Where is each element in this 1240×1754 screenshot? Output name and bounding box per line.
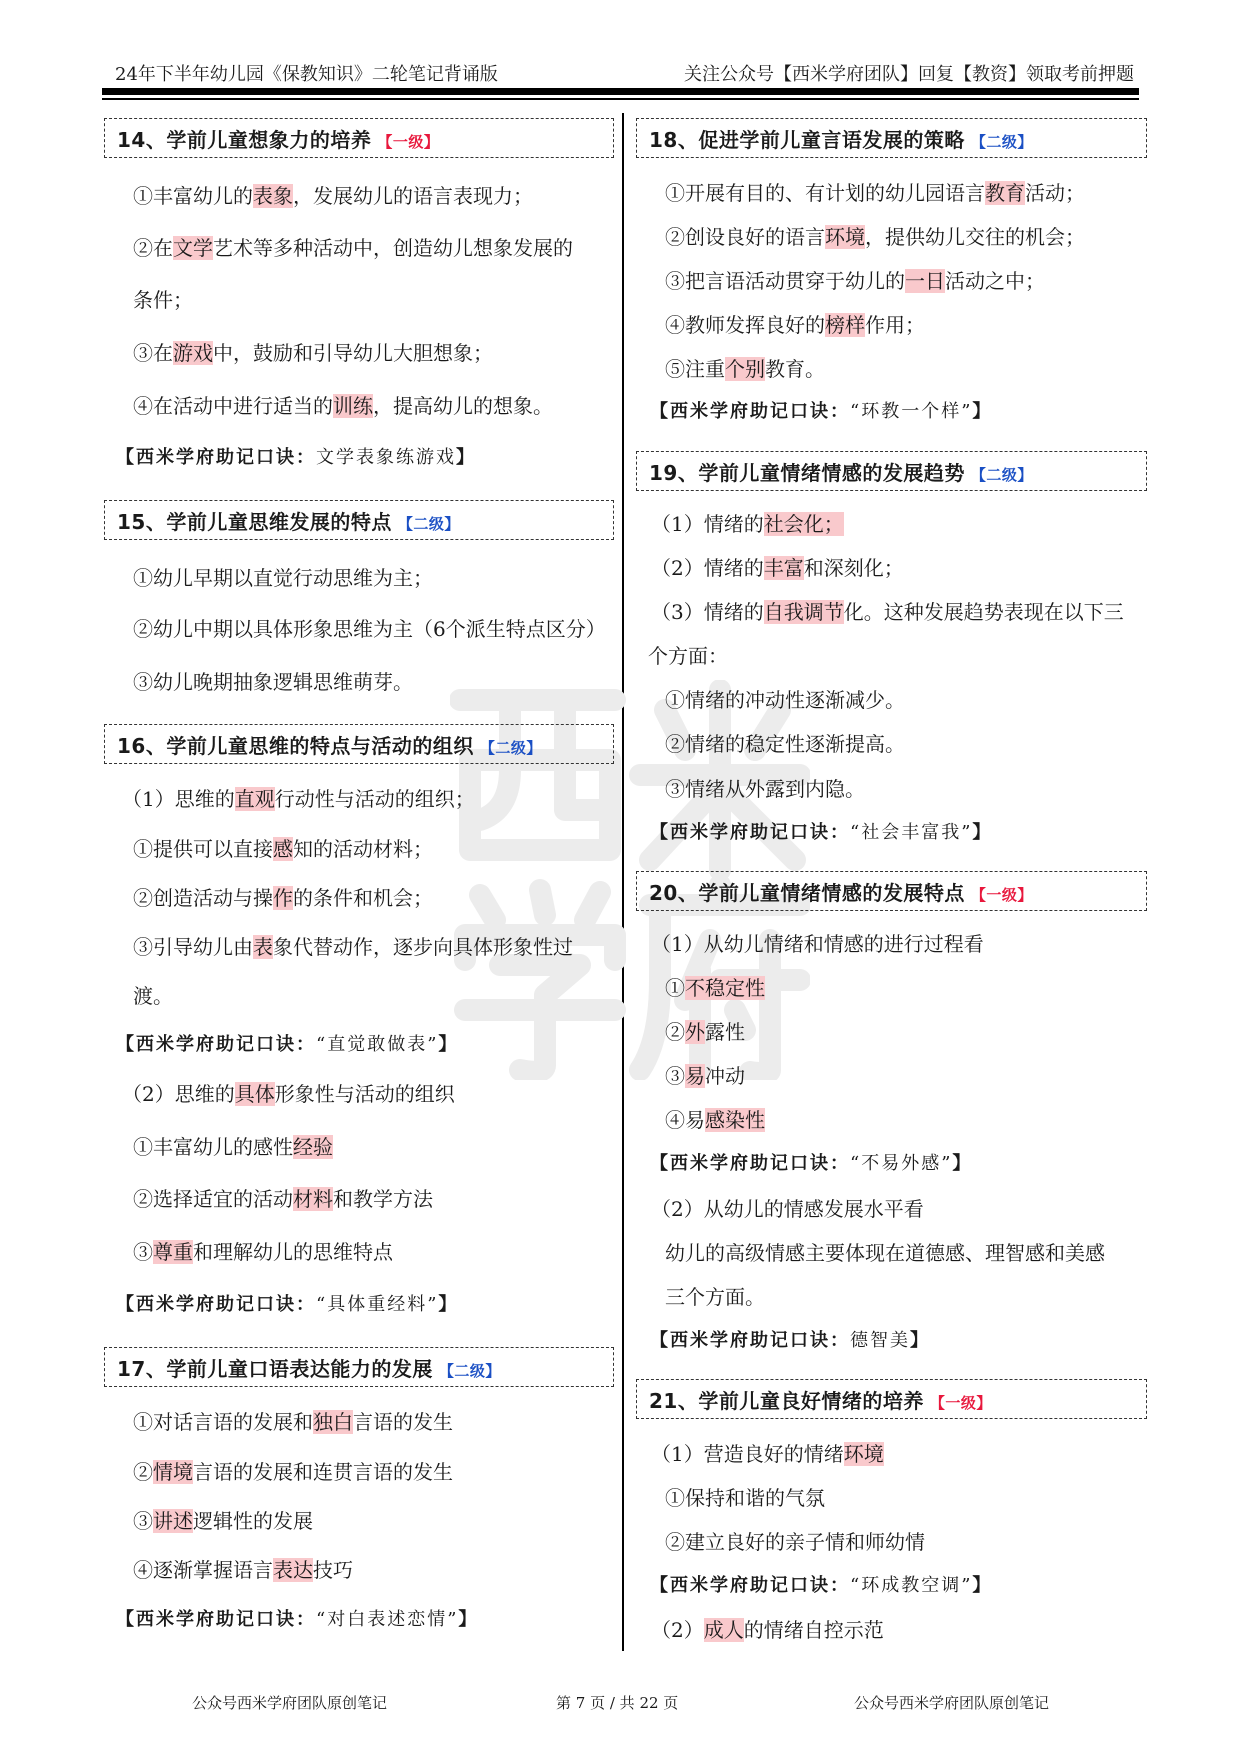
text-segment: 知的活动材料； <box>293 837 433 861</box>
text-segment: ④在活动中进行适当的 <box>133 394 333 418</box>
list-item <box>133 1238 393 1266</box>
text-segment: ③ <box>133 1240 153 1264</box>
text-segment: ②在 <box>133 236 173 260</box>
section-heading <box>117 506 460 535</box>
text-segment: ①丰富幼儿的 <box>133 184 253 208</box>
mnemonic-content: “对白表述恋情” <box>316 1609 459 1630</box>
highlighted-keyword: 表达 <box>273 1558 313 1582</box>
list-item <box>665 686 905 714</box>
section-heading-box <box>104 118 614 158</box>
text-segment: ② <box>665 1020 685 1044</box>
text-segment: 作用； <box>865 313 925 337</box>
section-heading <box>117 730 542 759</box>
highlighted-keyword: 易 <box>685 1064 705 1088</box>
text-segment: ①提供可以直接 <box>133 837 273 861</box>
list-item <box>133 835 433 863</box>
section-heading-box <box>636 1379 1147 1419</box>
list-item <box>133 1408 453 1436</box>
list-item <box>665 1239 1105 1267</box>
mnemonic-close: 】 <box>456 447 476 468</box>
section-heading <box>649 1385 992 1414</box>
highlighted-keyword: 教育 <box>985 181 1025 205</box>
section-title: 14、学前儿童想象力的培养 <box>117 128 372 152</box>
section-heading <box>117 124 439 153</box>
mnemonic-label: 【西米学府助记口诀： <box>116 447 316 468</box>
level-tag: 【二级】 <box>970 466 1033 484</box>
highlighted-keyword: 不稳定性 <box>685 976 765 1000</box>
highlighted-keyword: 经验 <box>293 1135 333 1159</box>
text-segment: 艺术等多种活动中，创造幼儿想象发展的 <box>213 236 573 260</box>
text-segment: ①开展有目的、有计划的幼儿园语言 <box>665 181 985 205</box>
mnemonic-line <box>650 819 992 847</box>
list-item <box>133 1185 433 1213</box>
text-segment: ④易 <box>665 1108 705 1132</box>
mnemonic-close: 】 <box>458 1609 479 1630</box>
text-segment: 化。这种发展趋势表现在以下三 <box>843 600 1124 624</box>
text-segment: （2） <box>651 1618 704 1642</box>
text-segment: （2）思维的 <box>122 1082 235 1106</box>
sub-heading-line <box>651 510 844 538</box>
mnemonic-content: “环成教空调” <box>850 1575 973 1596</box>
highlighted-keyword: 游戏 <box>173 341 213 365</box>
section-heading-box <box>104 1347 614 1387</box>
highlighted-keyword: 表象 <box>253 184 293 208</box>
text-segment: 形象性与活动的组织 <box>274 1082 455 1106</box>
text-segment: 露性 <box>705 1020 745 1044</box>
mnemonic-line <box>650 1150 972 1178</box>
section-title: 19、学前儿童情绪情感的发展趋势 <box>649 461 965 485</box>
list-item <box>665 267 1045 295</box>
header-title: 24年下半年幼儿园《保教知识》二轮笔记背诵版 <box>115 64 498 85</box>
mnemonic-line <box>116 1291 458 1319</box>
list-item <box>665 1484 825 1512</box>
sub-heading-line <box>122 785 475 813</box>
highlighted-keyword: 丰富 <box>763 556 804 580</box>
text-segment: ，发展幼儿的语言表现力； <box>293 184 533 208</box>
sub-heading-line <box>651 554 904 582</box>
mnemonic-label: 【西米学府助记口诀： <box>650 1575 850 1596</box>
highlighted-keyword: 情境 <box>153 1460 193 1484</box>
sub-heading-line <box>651 1440 884 1468</box>
level-tag: 【二级】 <box>438 1362 501 1380</box>
highlighted-keyword: 具体 <box>234 1082 275 1106</box>
text-segment: 的情绪自控示范 <box>743 1618 884 1642</box>
highlighted-keyword: 感染性 <box>705 1108 765 1132</box>
mnemonic-content: “具体重经料” <box>316 1294 439 1315</box>
list-item <box>665 1062 745 1090</box>
section-title: 16、学前儿童思维的特点与活动的组织 <box>117 734 474 758</box>
text-segment: ②建立良好的亲子情和师幼情 <box>665 1530 925 1554</box>
text-segment: 教育。 <box>765 357 825 381</box>
mnemonic-close: 】 <box>910 1330 930 1351</box>
section-title: 18、促进学前儿童言语发展的策略 <box>649 128 965 152</box>
text-segment: 技巧 <box>313 1558 353 1582</box>
mnemonic-label: 【西米学府助记口诀： <box>116 1034 316 1055</box>
text-segment: 行动性与活动的组织； <box>274 787 475 811</box>
text-segment: （1）从幼儿情绪和情感的进行过程看 <box>651 932 984 956</box>
sub-heading-line <box>651 1616 884 1644</box>
list-item <box>133 933 573 961</box>
sub-heading-line <box>651 930 984 958</box>
list-item <box>133 1556 353 1584</box>
sub-heading-line <box>651 598 1124 626</box>
mnemonic-label: 【西米学府助记口诀： <box>116 1294 316 1315</box>
list-item <box>133 615 606 643</box>
text-segment: ②情绪的稳定性逐渐提高。 <box>665 732 905 756</box>
list-item <box>665 1106 765 1134</box>
text-segment: ①幼儿早期以直觉行动思维为主； <box>133 566 433 590</box>
highlighted-keyword: 材料 <box>293 1187 333 1211</box>
footer-right: 公众号西米学府团队原创笔记 <box>854 1694 1050 1712</box>
highlighted-keyword: 直观 <box>234 787 275 811</box>
highlighted-keyword: 表 <box>253 935 273 959</box>
text-segment: ③ <box>665 1064 685 1088</box>
page-number: 第 7 页 / 共 22 页 <box>556 1694 679 1712</box>
level-tag: 【一级】 <box>377 133 440 151</box>
text-segment: 活动之中； <box>945 269 1045 293</box>
section-heading <box>649 124 1033 153</box>
highlighted-keyword: 个别 <box>725 357 765 381</box>
highlighted-keyword: 讲述 <box>153 1509 193 1533</box>
section-title: 20、学前儿童情绪情感的发展特点 <box>649 881 965 905</box>
list-item <box>665 775 865 803</box>
text-segment: 言语的发生 <box>353 1410 453 1434</box>
highlighted-keyword: 文学 <box>173 236 213 260</box>
list-item <box>133 182 533 210</box>
mnemonic-close: 】 <box>972 1575 993 1596</box>
mnemonic-close: 】 <box>952 1153 973 1174</box>
text-segment: 三个方面。 <box>665 1285 765 1309</box>
level-tag: 【一级】 <box>970 886 1033 904</box>
mnemonic-line <box>650 1572 992 1600</box>
text-segment: 幼儿的高级情感主要体现在道德感、理智感和美感 <box>665 1241 1105 1265</box>
text-segment: ③引导幼儿由 <box>133 935 253 959</box>
list-item <box>665 223 1085 251</box>
text-segment: ② <box>133 1460 153 1484</box>
text-segment: ③ <box>133 1509 153 1533</box>
highlighted-keyword: 一日 <box>905 269 945 293</box>
section-heading <box>649 877 1033 906</box>
list-item <box>133 234 573 262</box>
highlighted-keyword: 训练 <box>333 394 373 418</box>
mnemonic-label: 【西米学府助记口诀： <box>650 401 850 422</box>
list-item <box>665 311 925 339</box>
mnemonic-content: “不易外感” <box>850 1153 953 1174</box>
highlighted-keyword: 环境 <box>825 225 865 249</box>
text-segment: ③幼儿晚期抽象逻辑思维萌芽。 <box>133 670 413 694</box>
text-segment: ①情绪的冲动性逐渐减少。 <box>665 688 905 712</box>
mnemonic-line <box>650 398 992 426</box>
list-item <box>133 339 493 367</box>
text-segment: ④教师发挥良好的 <box>665 313 825 337</box>
list-item <box>665 355 825 383</box>
mnemonic-close: 】 <box>438 1034 459 1055</box>
section-heading <box>117 1353 501 1382</box>
section-title: 15、学前儿童思维发展的特点 <box>117 510 392 534</box>
mnemonic-label: 【西米学府助记口诀： <box>650 1330 850 1351</box>
list-item <box>133 668 413 696</box>
text-segment: 渡。 <box>133 984 173 1008</box>
text-segment: 中，鼓励和引导幼儿大胆想象； <box>213 341 493 365</box>
sub-heading-line <box>651 1195 924 1223</box>
text-segment: 和深刻化； <box>803 556 904 580</box>
text-segment: ②选择适宜的活动 <box>133 1187 293 1211</box>
highlighted-keyword: 社会化； <box>763 512 844 536</box>
text-segment: ⑤注重 <box>665 357 725 381</box>
text-segment: ③情绪从外露到内隐。 <box>665 777 865 801</box>
level-tag: 【一级】 <box>929 1394 992 1412</box>
text-segment: ④逐渐掌握语言 <box>133 1558 273 1582</box>
text-segment: ③把言语活动贯穿于幼儿的 <box>665 269 905 293</box>
highlighted-keyword: 作 <box>273 886 293 910</box>
text-segment: 个方面： <box>648 644 728 668</box>
text-segment: ②幼儿中期以具体形象思维为主（6个派生特点区分） <box>133 617 606 641</box>
list-item <box>665 1018 745 1046</box>
section-heading <box>649 457 1033 486</box>
header-thin-rule <box>102 98 1139 100</box>
highlighted-keyword: 榜样 <box>825 313 865 337</box>
text-segment: （3）情绪的 <box>651 600 764 624</box>
highlighted-keyword: 成人 <box>703 1618 744 1642</box>
text-segment: 冲动 <box>705 1064 745 1088</box>
mnemonic-label: 【西米学府助记口诀： <box>650 822 850 843</box>
text-segment: 和理解幼儿的思维特点 <box>193 1240 393 1264</box>
sub-heading-line <box>122 1080 455 1108</box>
level-tag: 【二级】 <box>397 515 460 533</box>
section-heading-box <box>104 500 614 540</box>
highlighted-keyword: 感 <box>273 837 293 861</box>
mnemonic-content: “社会丰富我” <box>850 822 973 843</box>
mnemonic-label: 【西米学府助记口诀： <box>650 1153 850 1174</box>
list-item <box>133 1458 453 1486</box>
section-heading-box <box>104 724 614 764</box>
text-segment: （2）情绪的 <box>651 556 764 580</box>
list-item <box>133 392 553 420</box>
text-segment: 象代替动作，逐步向具体形象性过 <box>273 935 573 959</box>
section-title: 17、学前儿童口语表达能力的发展 <box>117 1357 433 1381</box>
text-segment: ②创造活动与操 <box>133 886 273 910</box>
list-item <box>133 1507 313 1535</box>
list-item <box>665 179 1085 207</box>
mnemonic-line <box>650 1327 930 1355</box>
header-promo: 关注公众号【西米学府团队】回复【教资】领取考前押题 <box>684 64 1134 85</box>
text-segment: ①保持和谐的气氛 <box>665 1486 825 1510</box>
mnemonic-close: 】 <box>438 1294 459 1315</box>
list-item <box>665 974 765 1002</box>
text-segment: （1）情绪的 <box>651 512 764 536</box>
list-item <box>133 1133 333 1161</box>
highlighted-keyword: 外 <box>685 1020 705 1044</box>
highlighted-keyword: 独白 <box>313 1410 353 1434</box>
text-segment: ① <box>665 976 685 1000</box>
list-item <box>665 1283 765 1311</box>
list-item <box>665 1528 925 1556</box>
text-segment: 逻辑性的发展 <box>193 1509 313 1533</box>
text-segment: 和教学方法 <box>333 1187 433 1211</box>
level-tag: 【二级】 <box>970 133 1033 151</box>
list-item <box>133 884 433 912</box>
text-segment: （1）营造良好的情绪 <box>651 1442 844 1466</box>
text-segment: ③在 <box>133 341 173 365</box>
mnemonic-line <box>116 1606 478 1634</box>
text-segment: ①丰富幼儿的感性 <box>133 1135 293 1159</box>
text-segment: 条件； <box>133 288 193 312</box>
text-segment: 活动； <box>1025 181 1085 205</box>
text-segment: 的条件和机会； <box>293 886 433 910</box>
highlighted-keyword: 尊重 <box>153 1240 193 1264</box>
text-segment: ①对话言语的发展和 <box>133 1410 313 1434</box>
list-item <box>133 564 433 592</box>
text-segment: ，提高幼儿的想象。 <box>373 394 553 418</box>
mnemonic-close: 】 <box>972 401 993 422</box>
section-heading-box <box>636 871 1147 911</box>
mnemonic-label: 【西米学府助记口诀： <box>116 1609 316 1630</box>
list-item <box>133 982 173 1010</box>
text-segment: 言语的发展和连贯言语的发生 <box>193 1460 453 1484</box>
highlighted-keyword: 环境 <box>843 1442 884 1466</box>
text-segment: （1）思维的 <box>122 787 235 811</box>
level-tag: 【二级】 <box>479 739 542 757</box>
footer-left: 公众号西米学府团队原创笔记 <box>192 1694 388 1712</box>
mnemonic-close: 】 <box>972 822 993 843</box>
list-item <box>665 730 905 758</box>
mnemonic-content: “直觉敢做表” <box>316 1034 439 1055</box>
section-heading-box <box>636 451 1147 491</box>
text-segment: ，提供幼儿交往的机会； <box>865 225 1085 249</box>
list-item <box>648 642 728 670</box>
mnemonic-content: 文学表象练游戏 <box>316 447 456 468</box>
list-item <box>133 286 193 314</box>
section-heading-box <box>636 118 1147 158</box>
mnemonic-line <box>116 444 476 472</box>
mnemonic-content: “环教一个样” <box>850 401 973 422</box>
text-segment: ②创设良好的语言 <box>665 225 825 249</box>
section-title: 21、学前儿童良好情绪的培养 <box>649 1389 924 1413</box>
text-segment: （2）从幼儿的情感发展水平看 <box>651 1197 924 1221</box>
mnemonic-line <box>116 1031 458 1059</box>
header-thick-rule <box>102 88 1139 95</box>
mnemonic-content: 德智美 <box>850 1330 910 1351</box>
highlighted-keyword: 自我调节 <box>763 600 844 624</box>
